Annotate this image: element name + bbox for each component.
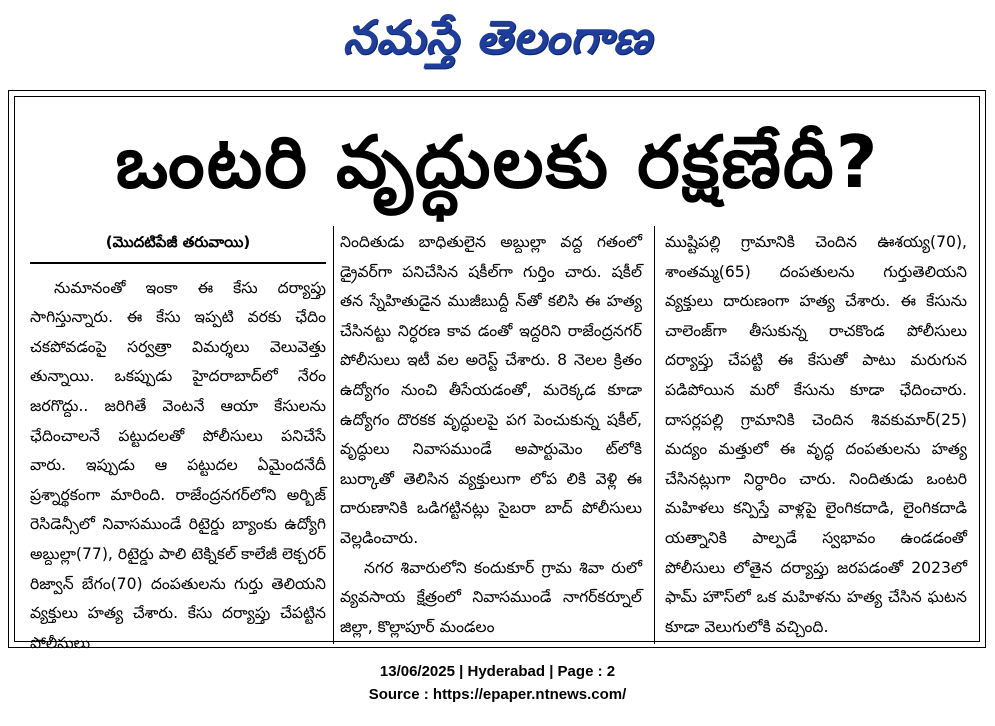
column-1-text: నుమానంతో ఇంకా ఈ కేసు దర్యాప్తు సాగిస్తున్నారు. ఈ కేసు ఇప్పటి వరకు ఛేదిం చకపోవడంపై సర్వత్రా విమర్శలు వెలువెత్తు తున్నాయి. ఒకప్పుడు హైదరాబాద్‌లో నేరం జరగొద్దు.. జరిగితే వెంటనే ఆయా కేసులను ఛేదించాలనే పట్టుదలతో పోలీసులు పనిచేసే వారు. ఇప్పుడు ఆ పట్టుదల ఏమైందనేదీ ప్రశ్నార్థకంగా మారింది. రాజేంద్రనగర్‌లోని అర్బిజ్ రెసిడెన్సీలో నివాసముండే రిటైర్డు బ్యాంకు ఉద్యోగి అబ్దుల్లా(77), రిటైర్డు పాలి టెక్నికల్ కాలేజీ లెక్చరర్ రిజ్వాన్ బేగం(70) దంపతులను గుర్తు తెలియని వ్యక్తులు హత్య చేశారు. కేసు దర్యాప్తు చేపట్టిన పోలీసులు [30,278,326,652]
article-column-1 [30,228,326,652]
column-3-text: ముష్టిపల్లి గ్రామానికి చెందిన ఊశయ్య(70), శాంతమ్మ(65) దంపతులను గుర్తుతెలియని వ్యక్తులు దారుణంగా హత్య చేశారు. ఈ కేసును చాలెంజ్‌గా తీసుకున్న రాచకొండ పోలీసులు దర్యాప్తు చేపట్టి ఈ కేసుతో పాటు మరుగున పడిపోయిన మరో కేసును కూడా ఛేదించారు. దాసర్లపల్లి గ్రామానికి చెందిన శివకుమార్(25) మద్యం మత్తులో ఈ వృద్ధ దంపతులను హత్య చేసినట్లుగా నిర్ధారిం చారు. నిందితుడు ఒంటరి మహిళలు కన్పిస్తే వాళ్లపై లైంగికదాడి, లైంగికదాడి యత్నానికి పాల్పడే స్వభావం ఉండడంతో పోలీసులు లోతైన దర్యాప్తు జరపడంతో 2023లో ఫామ్ హౌస్‌లో ఒక మహిళను హత్య చేసిన ఘటన కూడా వెలుగులోకి వచ్చింది. [665,233,967,636]
article-column-3 [665,228,967,640]
column-divider [654,226,655,644]
continued-from-label: (మొదటిపేజీ తరువాయి) [30,228,326,264]
article-column-2 [340,228,642,640]
edition-info: 13/06/2025 | Hyderabad | Page : 2 [379,663,616,680]
column-2-paragraph-2: నగర శివారులోని కందుకూర్ గ్రామ శివా రులో వ్యవసాయ క్షేత్రంలో నివాసముండే నాగర్‌కర్నూల్ జిల్లా, కొల్లాపూర్ మండలం [340,558,642,636]
column-divider [333,226,334,644]
source-link[interactable]: Source : https://epaper.ntnews.com/ [368,686,627,703]
column-2-paragraph-1: నిందితుడు బాధితులైన అబ్దుల్లా వద్ద గతంలో డ్రైవర్‌గా పనిచేసిన షకీల్‌గా గుర్తిం చారు. షకీల్ తన స్నేహితుడైన ముజీబుద్దీ న్‌తో కలిసి ఈ హత్య చేసినట్టు నిర్ధరణ కావ డంతో ఇద్దరిని రాజేంద్రనగర్ పోలీసులు ఇటీ వల అరెస్ట్ చేశారు. 8 నెలల క్రితం ఉద్యోగం నుంచి తీసేయడంతో, మరెక్కడ కూడా ఉద్యోగం దొరకక వృద్ధులపై పగ పెంచుకున్న షకీల్, వృద్ధులు నివాసముండే అపార్టుమెం ట్‌లోకి బుర్కాతో తెలిసిన వ్యక్తులుగా లోప లికి వెళ్లి ఈ దారుణానికి ఒడిగట్టినట్లు సైబరా బాద్ పోలీసులు వెల్లడించారు. [340,233,642,547]
newspaper-masthead: నమస్తే తెలంగాణ [342,10,653,64]
article-headline: ఒంటరి వృద్ధులకు రక్షణేదీ? [115,120,880,204]
